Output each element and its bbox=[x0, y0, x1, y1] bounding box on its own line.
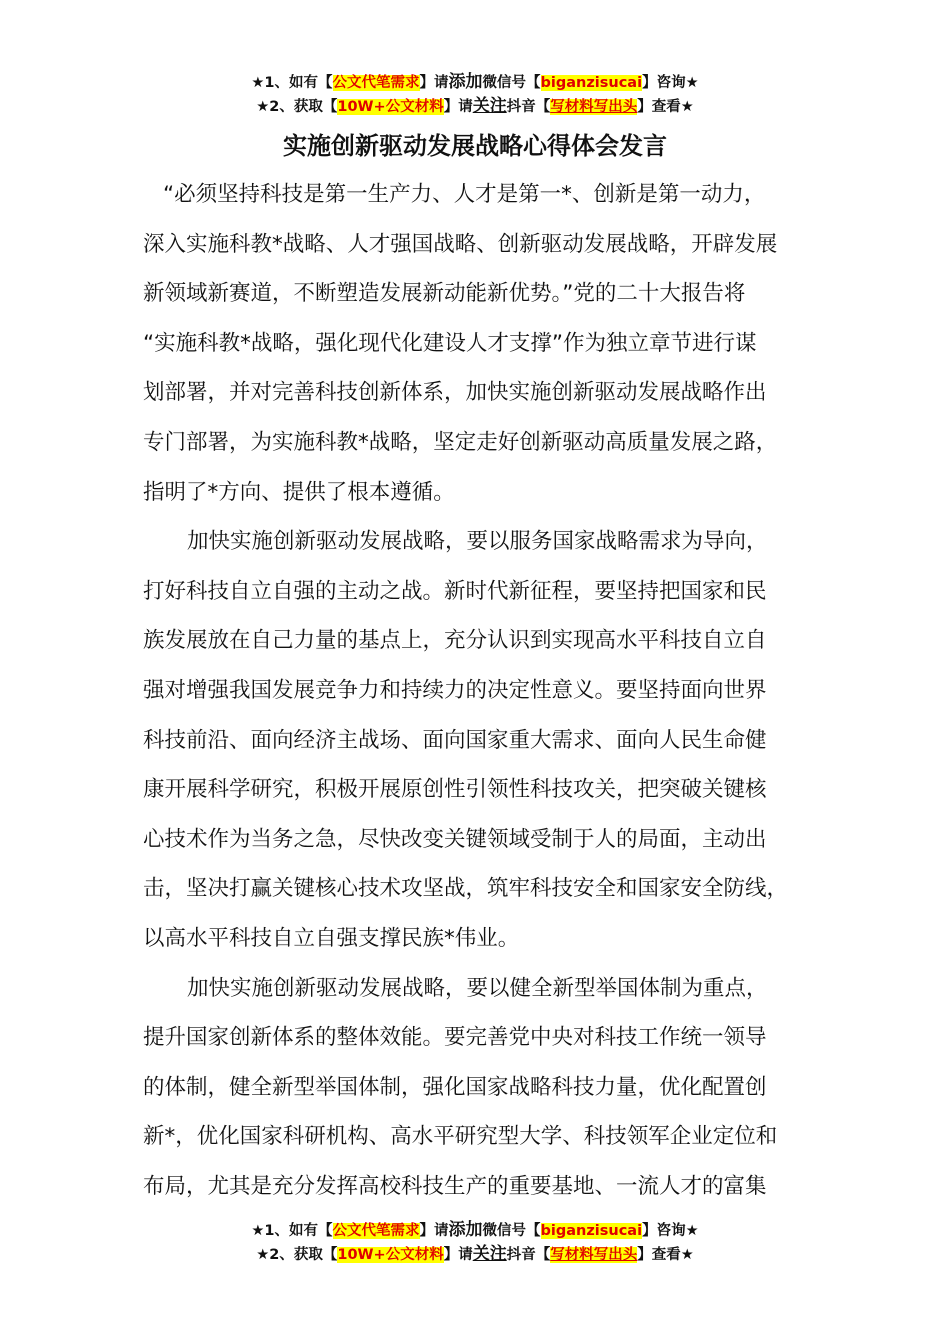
body-line: 新*，优化国家科研机构、高水平研究型大学、科技领军企业定位和 bbox=[143, 1124, 778, 1150]
promo-text: 】查看★ bbox=[637, 1247, 694, 1263]
body-line: 提升国家创新体系的整体效能。要完善党中央对科技工作统一领导 bbox=[143, 1025, 767, 1051]
promo-text: 】请 bbox=[419, 75, 449, 91]
body-line: 加快实施创新驱动发展战略，要以健全新型举国体制为重点， bbox=[187, 975, 768, 1001]
promo-text: 微信号【 bbox=[482, 1223, 541, 1239]
body-line: “实施科教*战略，强化现代化建设人才支撑”作为独立章节进行谋 bbox=[143, 330, 757, 356]
promo-text: ★2、获取【 bbox=[256, 99, 338, 115]
body-line: 加快实施创新驱动发展战略，要以服务国家战略需求为导向， bbox=[187, 529, 768, 555]
promo-text: 】请 bbox=[419, 1223, 449, 1239]
body-line: 康开展科学研究，积极开展原创性引领性科技攻关，把突破关键核 bbox=[143, 777, 767, 803]
promo-line-2 bbox=[0, 95, 950, 119]
highlight-materials: 10W+公文材料 bbox=[337, 99, 444, 115]
promo-text: 】请 bbox=[443, 1247, 473, 1263]
highlight-materials: 10W+公文材料 bbox=[337, 1247, 444, 1263]
promo-emphasis: 添加 bbox=[448, 72, 483, 92]
body-line: 心技术作为当务之急，尽快改变关键领域受制于人的局面，主动出 bbox=[143, 826, 767, 852]
highlight-wechat-id: biganzisucai bbox=[540, 1223, 643, 1239]
body-line: 以高水平科技自立自强支撑民族*伟业。 bbox=[143, 925, 520, 951]
body-line: 新领域新赛道，不断塑造发展新动能新优势。”党的二十大报告将 bbox=[143, 281, 746, 307]
promo-text: 抖音【 bbox=[506, 1247, 551, 1263]
promo-text: ★2、获取【 bbox=[256, 1247, 338, 1263]
promo-line-1 bbox=[0, 71, 950, 95]
document-body bbox=[143, 170, 833, 1211]
document-title: 实施创新驱动发展战略心得体会发言 bbox=[283, 132, 667, 160]
promo-line-1 bbox=[0, 1219, 950, 1243]
promo-emphasis: 添加 bbox=[448, 1220, 483, 1240]
promo-emphasis: 关注 bbox=[472, 1244, 507, 1264]
highlight-ghostwriting: 公文代笔需求 bbox=[332, 75, 420, 91]
promo-text: 微信号【 bbox=[482, 75, 541, 91]
promo-line-2 bbox=[0, 1243, 950, 1267]
promo-text: 】咨询★ bbox=[642, 1223, 699, 1239]
body-line: 强对增强我国发展竞争力和持续力的决定性意义。要坚持面向世界 bbox=[143, 677, 767, 703]
promo-text: ★1、如有【 bbox=[251, 1223, 333, 1239]
body-line: 深入实施科教*战略、人才强国战略、创新驱动发展战略，开辟发展 bbox=[143, 231, 778, 257]
body-line: 族发展放在自己力量的基点上，充分认识到实现高水平科技自立自 bbox=[143, 628, 767, 654]
highlight-wechat-id: biganzisucai bbox=[540, 75, 643, 91]
promo-banner-bottom bbox=[0, 1219, 950, 1267]
body-line: “必须坚持科技是第一生产力、人才是第一*、创新是第一动力， bbox=[163, 182, 766, 207]
promo-text: 】查看★ bbox=[637, 99, 694, 115]
promo-banner-top bbox=[0, 71, 950, 119]
body-line: 科技前沿、面向经济主战场、面向国家重大需求、面向人民生命健 bbox=[143, 727, 767, 753]
promo-text: 】请 bbox=[443, 99, 473, 115]
body-line: 的体制，健全新型举国体制，强化国家战略科技力量，优化配置创 bbox=[143, 1074, 767, 1100]
promo-text: 】咨询★ bbox=[642, 75, 699, 91]
promo-emphasis: 关注 bbox=[472, 96, 507, 116]
promo-text: 抖音【 bbox=[506, 99, 551, 115]
highlight-douyin-account: 写材料写出头 bbox=[550, 99, 638, 115]
highlight-ghostwriting: 公文代笔需求 bbox=[332, 1223, 420, 1239]
body-line: 打好科技自立自强的主动之战。新时代新征程，要坚持把国家和民 bbox=[143, 578, 767, 604]
promo-text: ★1、如有【 bbox=[251, 75, 333, 91]
body-line: 划部署，并对完善科技创新体系，加快实施创新驱动发展战略作出 bbox=[143, 380, 767, 406]
body-line: 击，坚决打赢关键核心技术攻坚战，筑牢科技安全和国家安全防线， bbox=[143, 876, 789, 902]
body-line: 专门部署，为实施科教*战略，坚定走好创新驱动高质量发展之路， bbox=[143, 429, 778, 455]
body-line: 指明了*方向、提供了根本遵循。 bbox=[143, 479, 455, 505]
body-line: 布局，尤其是充分发挥高校科技生产的重要基地、一流人才的富集 bbox=[143, 1173, 767, 1199]
highlight-douyin-account: 写材料写出头 bbox=[550, 1247, 638, 1263]
